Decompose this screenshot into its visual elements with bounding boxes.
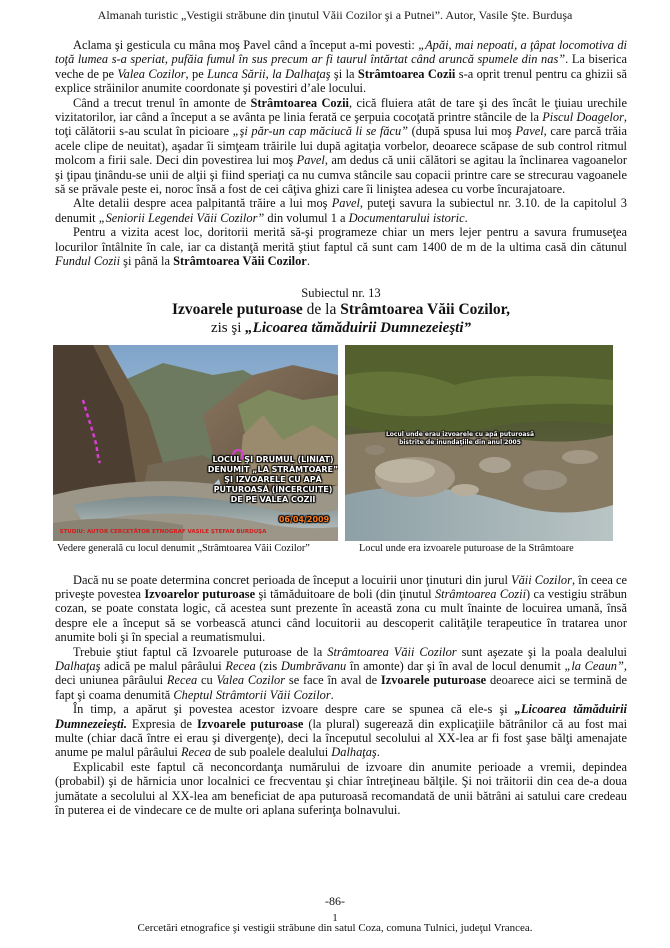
photo-right-annotation: [385, 431, 535, 447]
text-emphasis: Recea: [180, 745, 212, 760]
paragraph: Explicabil este faptul că neconcordanţa numărului de izvoare din anumite perioade a vremii, depindea (probabil) şi de hărnicia unor localnici ce frecventau şi chiar întreţineau bălţile. Şi noi trăitorii din cea de-a doua jumătate a secolului al XX-lea am beneficiat de apa puturoasă recomandată de unii bătrâni ai satului care credeau în puterea ei de vindecare ce de multe ori aplana suferinţa bolnavului.: [55, 759, 627, 817]
text-emphasis: Văii Cozilor: [511, 572, 572, 587]
body-paragraphs: [55, 573, 627, 818]
annotation-line: PUTUROASĂ (ÎNCERCUITE): [213, 484, 333, 494]
section-number: Subiectul nr. 13: [301, 285, 381, 300]
text-emphasis: Documentarului istoric: [348, 210, 465, 225]
annotation-line: DE PE VALEA COZII: [230, 494, 316, 504]
subtitle-quote: „Licoarea tămăduirii Dumnezeieşti”: [245, 319, 471, 336]
paragraph: Aclama şi gesticula cu mâna moş Pavel când a început a-mi povesti: „Apăi, mai nepoati, a ţâpat locomotiva di toţă lumea s-a speriat, pufăia fumul în sus precum ar fi taurul întărtat când aruncă spumele din nas”. La biserica veche de pe Valea Cozilor, pe Lunca Sării, la Dalhaţaş şi la Strâmtoarea Cozii s-a oprit trenul pentru ca ghizii să explice străinilor anumite coordonate şi povestiri d’ale locului.: [55, 38, 628, 96]
text-emphasis: „la Ceaun”,: [564, 658, 627, 673]
photo-credit: STUDIU: AUTOR CERCETĂTOR ETNOGRAF VASILE ŞTEFAN BURDUŞA: [59, 528, 267, 535]
photo-date-stamp: 06/04/2009: [278, 514, 330, 524]
intro-paragraphs: [55, 38, 627, 269]
page-content: [55, 38, 627, 817]
text-emphasis: Dumbrăvanu: [280, 658, 347, 673]
photo-left: [53, 345, 338, 541]
paragraph: În timp, a apărut şi povestea acestor izvoare despre care se spunea că ele-s şi „Licoarea tămăduirii Dumnezeieşti. Expresia de Izvoarele puturoase (la plural) sugerează din explicaţiile bătrânilor că au fost mai multe (chiar dacă între ei erau şi divergenţe), deci la începutul secolului al XX-lea ar fi fost şase bălţi amenajate anume pe malul pârâului Recea de sub poalele dealului Dalhaţaş.: [55, 702, 628, 760]
text-emphasis: Valea Cozilor: [216, 673, 286, 688]
section-title-part-2: Strâmtoarea Văii Cozilor,: [340, 300, 510, 318]
text-emphasis: Strâmtoarea Cozii: [357, 66, 456, 81]
text-emphasis: Cheptul Strâmtorii Văii Cozilor: [173, 687, 331, 702]
annotation-line: ŞI IZVOARELE CU APĂ: [224, 474, 322, 484]
mountain-gorge-photo: [53, 345, 338, 541]
text-emphasis: „Licoarea tămăduirii Dumnezeieşti.: [55, 702, 627, 731]
paragraph: Când a trecut trenul în amonte de Strâmtoarea Cozii, cică fluiera atât de tare şi des încât le ţiuiau urechile vizitatorilor, iar când a început a se avânta pe linia ferată ce şerpuia cocoţată printre stâncile de la Piscul Doagelor, toţi călătorii s-au sculat în picioare „şi păr-un cap măciucă li se făcu” (după spusa lui moş Pavel, care parcă trăia acele clipe de neuitat), aşadar îi simţeam trăirile lui după agitaţia vorbelor, deoarece scăpase de sub control ritmul molcom a firii sale. Deci din povestirea lui moş Pavel, am dedus că unii călători se agitau la înclinarea vagoanelor şi ţipau ţinându-se unii de alţii şi fiind speriaţi ca nu cumva stâncile sau copacii printre care se strecurau vagoanele să se prăvale peste ei, noroc însă a fost de cei câţiva ghizi care îi liniştea adesea cu vorbe încurajatoare.: [55, 95, 628, 197]
section-subtitle: [55, 319, 627, 337]
text-emphasis: Recea: [166, 673, 198, 688]
text-emphasis: „Apăi, mai nepoati, a ţâpat locomotiva di toţă lumea s-a speriat, pufăia fumul în sus precum ar fi taurul întărtat când aruncă spumele din nas”: [55, 38, 628, 67]
subtitle-prefix: zis şi: [210, 319, 246, 336]
text-emphasis: Izvoarele puturoase: [380, 673, 487, 688]
text-emphasis: Piscul Doagelor: [542, 110, 624, 125]
annotation-line: LOCUL ŞI DRUMUL (LINIAT): [212, 454, 334, 464]
annotation-line: bistrite de inundaţiile din anul 2005: [399, 438, 521, 446]
text-emphasis: Strâmtoarea Văii Cozilor: [173, 254, 307, 269]
page-footer: Cercetări etnografice şi vestigii străbune din satul Coza, comuna Tulnici, judeţul Vrancea.: [137, 922, 533, 934]
paragraph: Dacă nu se poate determina concret perioada de început a locuirii unor ţinuturi din jurul Văii Cozilor, în ceea ce priveşte povestea Izvoarelor puturoase şi tămăduitoare de boli (din ţinutul Strâmtoarea Cozii) ca vestigiu străbun cozan, se poate constata logic, că acestea sunt prezente în această zona cu mult înainte de locuirea umană, însă despre ele a început să se vorbească atunci când locuitorii au descoperit calităţile terapeutice în tratarea unor anumite boli şi în special a reumatismului.: [55, 572, 627, 645]
text-emphasis: Izvoarele puturoase: [196, 716, 304, 731]
annotation-line: Locul unde erau izvoarele cu apă puturoasă: [385, 430, 535, 438]
text-emphasis: „Seniorii Legendei Văii Cozilor”: [98, 210, 265, 225]
text-emphasis: la Dalhaţaş: [272, 66, 331, 81]
photo-left-annotation: [203, 455, 338, 505]
footer-number: 1: [332, 912, 338, 924]
text-emphasis: „şi păr-un cap măciucă li se făcu”: [232, 124, 409, 139]
photo-right: [345, 345, 613, 541]
text-emphasis: Fundul Cozii: [55, 254, 121, 269]
paragraph: Pentru a vizita acest loc, doritorii merită să-şi programeze chiar un mers lejer pentru a savura frumuseţea locurilor întâlnite în cale, iar ca distanţă merită ştiut faptul că sunt cam 1400 de m de la ultima casă din cătunul Fundul Cozii şi până la Strâmtoarea Văii Cozilor.: [55, 225, 627, 269]
text-emphasis: Izvoarelor puturoase: [144, 586, 256, 601]
text-emphasis: Strâmtoarea Cozii: [250, 95, 349, 110]
paragraph: Alte detalii despre acea palpitantă trăire a lui moş Pavel, puteţi savura la subiectul nr. 3.10. de la capitolul 3 denumit „Seniorii Legendei Văii Cozilor” din volumul 1 a Documentarului istoric.: [55, 196, 627, 225]
text-emphasis: Dalhaţaş: [331, 745, 377, 760]
text-emphasis: Strâmtoarea Cozii: [434, 586, 527, 601]
section-title: [55, 301, 627, 319]
section-title-part-1: Izvoarele puturoase: [172, 300, 303, 318]
annotation-line: DENUMIT „LA STRÂMTOARE”: [207, 464, 338, 474]
caption-right: Locul unde era izvoarele puturoase de la Strâmtoare: [359, 542, 574, 554]
text-emphasis: Lunca Sării: [207, 66, 266, 81]
section-title-connector: de la: [302, 300, 341, 318]
paragraph: Trebuie ştiut faptul că Izvoarele puturoase de la Strâmtoarea Văii Cozilor sunt aşezate şi la poala dealului Dalhaţaş adică pe malul pârâului Recea (zis Dumbrăvanu în amonte) dar şi în aval de locul denumit „la Ceaun”, deci uniunea pârâului Recea cu Valea Cozilor se face în aval de Izvoarele puturoase deoarece aici se termină de fapt şi coama denumită Cheptul Strâmtorii Văii Cozilor.: [55, 644, 627, 702]
text-emphasis: Pavel: [331, 196, 360, 211]
text-emphasis: Recea: [225, 658, 256, 673]
running-header: Almanah turistic „Vestigii străbune din ţinutul Văii Cozilor şi a Putnei”. Autor, Vasile Şte. Burduşa: [97, 8, 573, 22]
text-emphasis: Valea Cozilor: [117, 66, 186, 81]
text-emphasis: Strâmtoarea Văii Cozilor: [327, 644, 457, 659]
caption-left: Vedere generală cu locul denumit „Strâmtoarea Văii Cozilor”: [57, 542, 310, 554]
page-number: -86-: [325, 894, 345, 908]
text-emphasis: Dalhaţaş: [55, 658, 101, 673]
figures-row: [55, 345, 627, 573]
text-emphasis: Pavel: [515, 124, 544, 139]
text-emphasis: Pavel: [296, 153, 325, 168]
